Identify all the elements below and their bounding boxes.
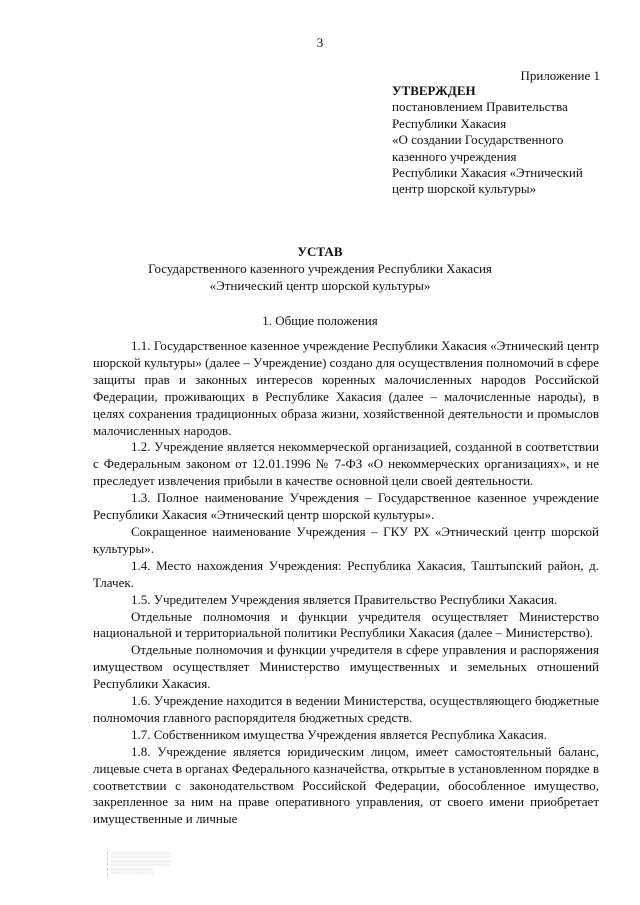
approval-heading: УТВЕРЖДЕН: [392, 83, 476, 98]
paragraph: Отдельные полномочия и функции учредителя осуществляет Министерство национальной и территориальной политики Республики Хакасия (далее – Министерство).: [93, 608, 599, 641]
approval-block: [392, 83, 622, 198]
page-number: 3: [316, 35, 324, 50]
charter-subtitle-line: «Этнический центр шорской культуры»: [209, 278, 431, 293]
paragraph: Сокращенное наименование Учреждения – ГКУ РХ «Этнический центр шорской культуры».: [93, 523, 599, 556]
paragraph: 1.3. Полное наименование Учреждения – Государственное казенное учреждение Республики Хакасия «Этнический центр шорской культуры».: [93, 490, 599, 523]
faint-stamp: ░░░░░░░░░░░░░░ ░░░░░░░░░░░░░░ ░░░░░░░░░░: [107, 852, 196, 876]
body-text: [93, 338, 599, 828]
approval-line: Республики Хакасия: [392, 115, 507, 131]
approval-line: казенного учреждения: [392, 148, 517, 164]
paragraph: 1.2. Учреждение является некоммерческой организацией, созданной в соответствии с Федеральным законом от 12.01.1996 № 7-ФЗ «О некоммерческих организациях», и не преследует извлечения прибыли в качестве основной цели своей деятельности.: [93, 439, 599, 489]
charter-title-block: [0, 243, 640, 294]
paragraph: Отдельные полномочия и функции учредителя в сфере управления и распоряжения имуществом осуществляет Министерство имущественных и земельных отношений Республики Хакасия.: [93, 642, 599, 692]
paragraph: 1.4. Место нахождения Учреждения: Республика Хакасия, Таштыпский район, д. Тлачек.: [93, 557, 599, 590]
approval-line: Республики Хакасия «Этнический: [392, 165, 583, 181]
approval-line: центр шорской культуры»: [392, 181, 537, 197]
paragraph: 1.5. Учредителем Учреждения является Правительство Республики Хакасия.: [131, 591, 558, 607]
appendix-label: Приложение 1: [520, 68, 600, 83]
section-heading: 1. Общие положения: [262, 313, 378, 328]
paragraph: 1.7. Собственником имущества Учреждения является Республика Хакасия.: [131, 726, 547, 742]
paragraph: 1.6. Учреждение находится в ведении Министерства, осуществляющего бюджетные полномочия главного распорядителя бюджетных средств.: [93, 693, 599, 725]
paragraph: 1.8. Учреждение является юридическим лицом, имеет самостоятельный баланс, лицевые счета в органах Федерального казначейства, открытые в установленном порядке в соответствии с законодательством Российской Федерации, обособленное имущество, закрепленное за ним на праве оперативного управления, от своего имени приобретает имущественные и личные: [93, 743, 599, 827]
charter-title: УСТАВ: [297, 244, 343, 259]
charter-subtitle-line: Государственного казенного учреждения Республики Хакасия: [148, 261, 492, 276]
approval-line: «О создании Государственного: [392, 132, 564, 148]
approval-line: постановлением Правительства: [392, 99, 568, 115]
paragraph: 1.1. Государственное казенное учреждение Республики Хакасия «Этнический центр шорской культуры» (далее – Учреждение) создано для осуществления полномочий в сфере защиты прав и законных интересов коренных малочисленных народов Российской Федерации, проживающих в Республике Хакасия (далее – малочисленные народы), в целях сохранения традиционных образа жизни, хозяйственной деятельности и промыслов малочисленных народов.: [93, 338, 599, 438]
